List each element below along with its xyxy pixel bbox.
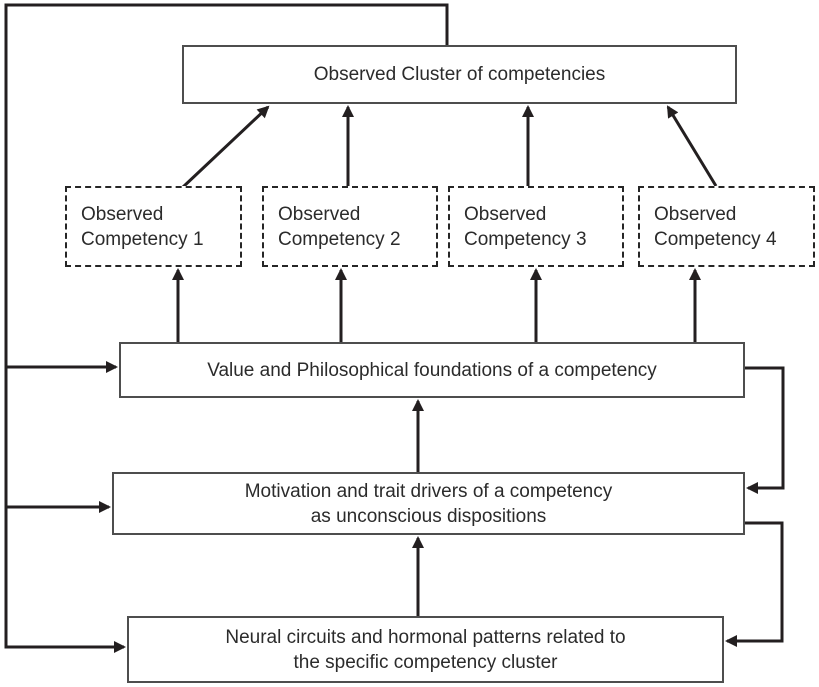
node-neural-line2: the specific competency cluster xyxy=(293,651,558,673)
node-observed-competency-4-line2: Competency 4 xyxy=(654,228,777,250)
node-value-foundations-label: Value and Philosophical foundations of a competency xyxy=(207,359,657,381)
arrow-oc4-to-cluster xyxy=(668,107,716,186)
arrow-oc1-to-cluster xyxy=(183,107,268,187)
node-observed-cluster-label: Observed Cluster of competencies xyxy=(313,64,606,85)
node-observed-competency-2-line1: Observed xyxy=(278,203,361,225)
node-neural-circuits xyxy=(127,616,724,683)
node-observed-competency-1-line1: Observed xyxy=(81,203,164,225)
node-observed-cluster xyxy=(182,45,737,104)
node-value-foundations xyxy=(119,342,745,398)
arrow-motivation-to-neural-right xyxy=(727,523,782,641)
node-observed-competency-4-line1: Observed xyxy=(654,203,737,225)
node-observed-competency-1 xyxy=(65,186,242,267)
node-observed-competency-3-line2: Competency 3 xyxy=(464,228,587,250)
node-motivation-line1: Motivation and trait drivers of a competency xyxy=(244,480,613,502)
node-motivation-line2: as unconscious dispositions xyxy=(310,505,547,527)
node-observed-competency-2 xyxy=(262,186,438,267)
node-observed-competency-4 xyxy=(638,186,815,267)
node-observed-competency-1-line2: Competency 1 xyxy=(81,228,204,250)
arrow-value-to-motivation-right xyxy=(745,368,783,488)
node-observed-competency-2-line2: Competency 2 xyxy=(278,228,401,250)
node-neural-line1: Neural circuits and hormonal patterns related to xyxy=(225,626,626,648)
node-observed-competency-3 xyxy=(448,186,624,267)
node-motivation-trait-drivers xyxy=(112,472,745,535)
node-observed-competency-3-line1: Observed xyxy=(464,203,547,225)
